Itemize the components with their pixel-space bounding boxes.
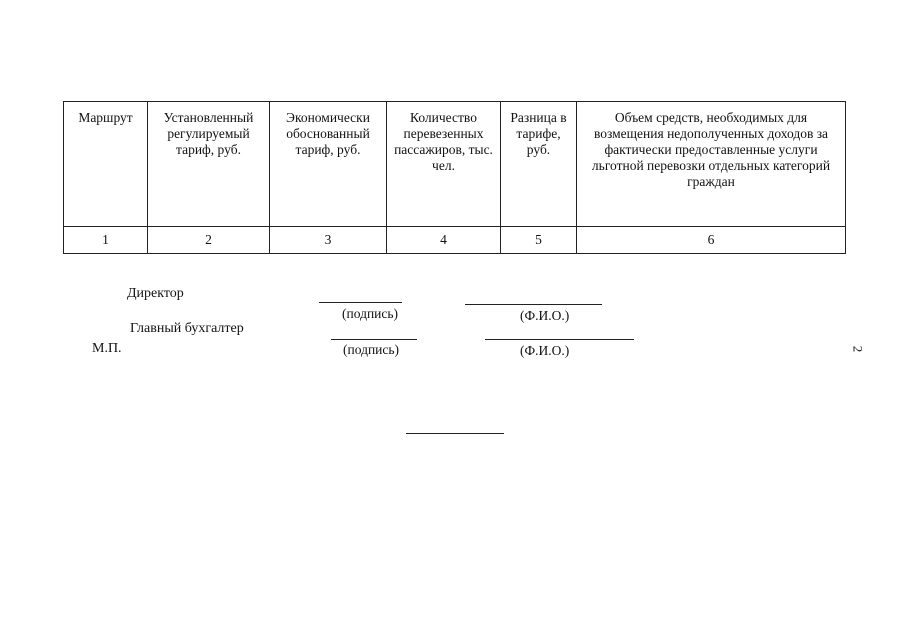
header-passenger-count: Количество перевезенных пассажиров, тыс. чел. — [387, 102, 501, 227]
accountant-signature-caption: (подпись) — [343, 342, 400, 357]
page-number: 2 — [850, 345, 866, 353]
accountant-name-caption: (Ф.И.О.) — [520, 343, 570, 358]
director-name-line — [465, 304, 602, 305]
column-number-2: 2 — [148, 227, 270, 254]
column-number-1: 1 — [64, 227, 148, 254]
header-economic-tariff: Экономически обоснованный тариф, руб. — [270, 102, 387, 227]
director-label: Директор — [127, 286, 184, 301]
director-name-caption: (Ф.И.О.) — [520, 308, 570, 323]
tariff-table — [63, 101, 846, 254]
column-number-4: 4 — [387, 227, 501, 254]
director-signature-caption: (подпись) — [342, 306, 399, 321]
header-tariff-difference: Разница в тарифе, руб. — [501, 102, 577, 227]
stamp-label: М.П. — [92, 341, 122, 356]
director-signature-line — [319, 302, 402, 303]
column-number-3: 3 — [270, 227, 387, 254]
header-compensation-volume: Объем средств, необходимых для возмещения недополученных доходов за фактически предоставленные услуги льготной перевозки отдельных категорий граждан — [577, 102, 846, 227]
column-number-6: 6 — [577, 227, 846, 254]
header-route: Маршрут — [64, 102, 148, 227]
table-row — [64, 227, 846, 254]
end-separator-line — [406, 433, 504, 434]
table-header-row — [64, 102, 846, 227]
header-established-tariff: Установленный регулируемый тариф, руб. — [148, 102, 270, 227]
accountant-name-line — [485, 339, 634, 340]
accountant-signature-line — [331, 339, 417, 340]
accountant-label: Главный бухгалтер — [130, 321, 244, 336]
column-number-5: 5 — [501, 227, 577, 254]
